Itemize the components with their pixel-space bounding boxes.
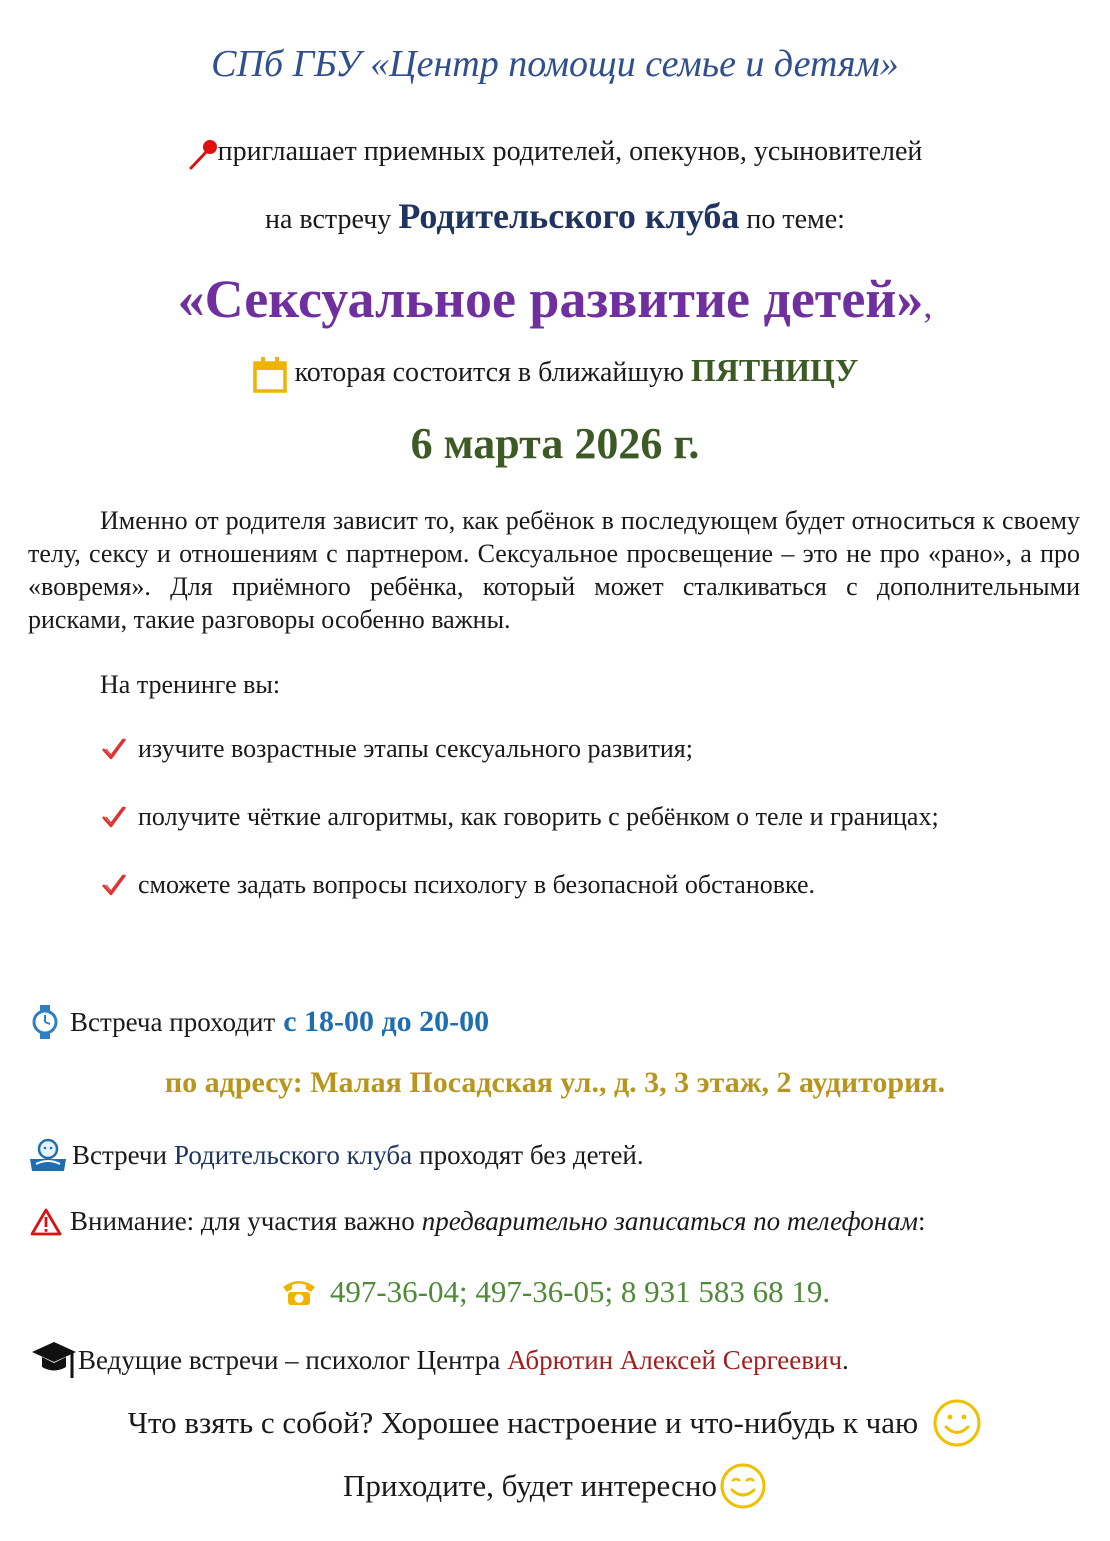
topic-comma: ,	[923, 285, 933, 325]
invitation-line	[0, 136, 1110, 170]
checkmark-icon	[100, 872, 128, 898]
calendar-icon	[252, 356, 288, 394]
list-item-text: получите чёткие алгоритмы, как говорить с ребёнком о теле и границах;	[138, 802, 939, 831]
list-item	[100, 802, 939, 832]
meeting-prefix: на встречу	[265, 204, 392, 235]
bring-line	[0, 1398, 1110, 1448]
leader-dot: .	[842, 1344, 849, 1375]
list-item	[100, 734, 693, 764]
attention-italic: предварительно записаться по телефонам	[421, 1206, 918, 1236]
topic-title	[0, 268, 1110, 330]
schedule-prefix: которая состоится в ближайшую	[294, 357, 684, 388]
attention-prefix: Внимание: для участия важно	[70, 1206, 415, 1236]
warning-icon	[30, 1208, 62, 1236]
schedule-day: ПЯТНИЦУ	[690, 352, 859, 388]
pushpin-icon	[188, 138, 218, 170]
telephone-icon	[280, 1277, 318, 1307]
organization-title: СПб ГБУ «Центр помощи семье и детям»	[211, 43, 899, 85]
list-intro: На тренинге вы:	[100, 670, 281, 699]
closing-text: Приходите, будет интересно	[343, 1468, 717, 1503]
schedule-line	[0, 352, 1110, 394]
graduation-cap-icon	[30, 1338, 78, 1382]
event-address: по адресу: Малая Посадская ул., д. 3, 3 этаж, 2 аудитория.	[164, 1066, 946, 1099]
topic-text: «Сексуальное развитие детей»	[177, 269, 924, 329]
intro-paragraph-text: Именно от родителя зависит то, как ребёнок в последующем будет относиться к своему телу, сексу и отношениям с партнером. Сексуальное просвещение – это не про «рано», а про «вовремя». Для приёмного ребёнка, который может сталкиваться с дополнительными рисками, такие разговоры особенно важны.	[28, 506, 1080, 634]
leader-prefix: Ведущие встречи – психолог Центра	[78, 1344, 501, 1375]
phones-line	[0, 1274, 1110, 1310]
attention-line	[30, 1206, 925, 1237]
smiley-icon	[719, 1462, 767, 1510]
parent-club-name: Родительского клуба	[398, 196, 740, 236]
no-children-prefix: Встречи	[72, 1139, 167, 1170]
baby-icon	[28, 1138, 68, 1172]
wristwatch-icon	[32, 1005, 58, 1039]
event-date: 6 марта 2026 г.	[410, 419, 700, 468]
bring-text: Что взять с собой? Хорошее настроение и что-нибудь к чаю	[127, 1405, 919, 1440]
meeting-suffix: по теме:	[746, 204, 845, 235]
intro-paragraph	[28, 504, 1080, 636]
no-children-suffix: проходят без детей.	[419, 1139, 644, 1170]
leader-name: Абрютин Алексей Сергеевич	[507, 1344, 843, 1375]
no-children-line	[28, 1138, 644, 1172]
leader-line	[30, 1338, 849, 1382]
meeting-line	[0, 195, 1110, 237]
time-prefix: Встреча проходит	[70, 1006, 276, 1037]
invitation-text: приглашает приемных родителей, опекунов, усыновителей	[217, 136, 923, 167]
phone-numbers: 497-36-04; 497-36-05; 8 931 583 68 19.	[329, 1274, 831, 1309]
list-item	[100, 870, 815, 900]
smiley-icon	[932, 1398, 982, 1448]
attention-colon: :	[917, 1206, 926, 1236]
time-value: с 18-00 до 20-00	[283, 1005, 490, 1038]
list-item-text: сможете задать вопросы психологу в безопасной обстановке.	[138, 870, 816, 899]
closing-line	[0, 1462, 1110, 1510]
checkmark-icon	[100, 804, 128, 830]
no-children-club: Родительского клуба	[173, 1139, 413, 1170]
checkmark-icon	[100, 736, 128, 762]
list-item-text: изучите возрастные этапы сексуального развития;	[138, 734, 693, 763]
time-line	[32, 1005, 489, 1039]
